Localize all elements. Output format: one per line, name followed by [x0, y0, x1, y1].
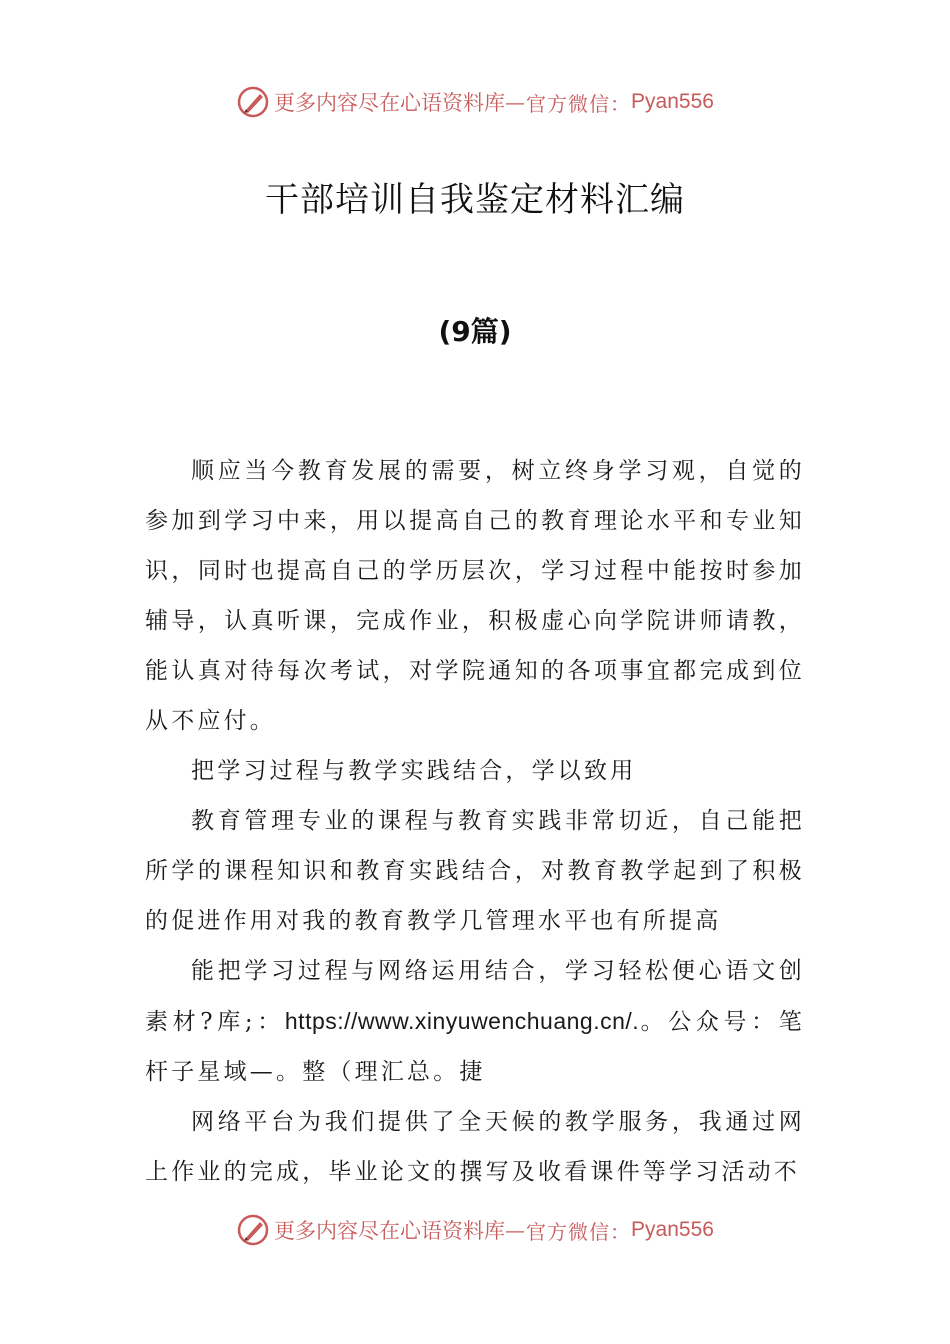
paragraph: [145, 946, 805, 1097]
banner-wechat-id: Pyan556: [631, 90, 714, 113]
header-watermark-banner: [0, 82, 950, 122]
banner-wechat-label: 官方微信：: [526, 1219, 632, 1244]
pen-logo-icon: [236, 1213, 270, 1247]
banner-dash: —: [505, 1218, 527, 1242]
pen-logo-icon: [236, 85, 270, 119]
paragraph: 顺应当今教育发展的需要，树立终身学习观，自觉的参加到学习中来，用以提高自己的教育理论水平和专业知识，同时也提高自己的学历层次，学习过程中能按时参加辅导，认真听课，完成作业，积极虚心向学院讲师请教，能认真对待每次考试，对学院通知的各项事宜都完成到位从不应付。: [145, 458, 805, 734]
banner-wechat-id: Pyan556: [631, 1218, 714, 1241]
banner-site-text: 更多内容尽在心语资料库: [274, 1219, 506, 1243]
document-body: [145, 446, 805, 1197]
paragraph: 把学习过程与教学实践结合，学以致用: [191, 758, 637, 784]
banner-site-text: 更多内容尽在心语资料库: [274, 91, 506, 115]
paragraph-text: 能把学习过程与网络运用结合，学习轻松便心语文创素材?库;：: [145, 958, 805, 1035]
banner-dash: —: [505, 90, 527, 114]
paragraph-text: 。公众号：笔杆子星域—。整（理汇总。捷: [145, 1009, 805, 1085]
document-subtitle: (9篇): [438, 315, 512, 348]
footer-watermark-banner: [0, 1210, 950, 1250]
paragraph: 教育管理专业的课程与教育实践非常切近，自己能把所学的课程知识和教育实践结合，对教育教学起到了积极的促进作用对我的教育教学几管理水平也有所提高: [145, 808, 805, 934]
source-url-text: https://www.xinyuwenchuang.cn/.: [284, 1008, 640, 1034]
paragraph: 网络平台为我们提供了全天候的教学服务，我通过网上作业的完成，毕业论文的撰写及收看课件等学习活动不: [145, 1109, 805, 1185]
document-title: 干部培训自我鉴定材料汇编: [265, 180, 685, 220]
banner-wechat-label: 官方微信：: [526, 91, 632, 116]
